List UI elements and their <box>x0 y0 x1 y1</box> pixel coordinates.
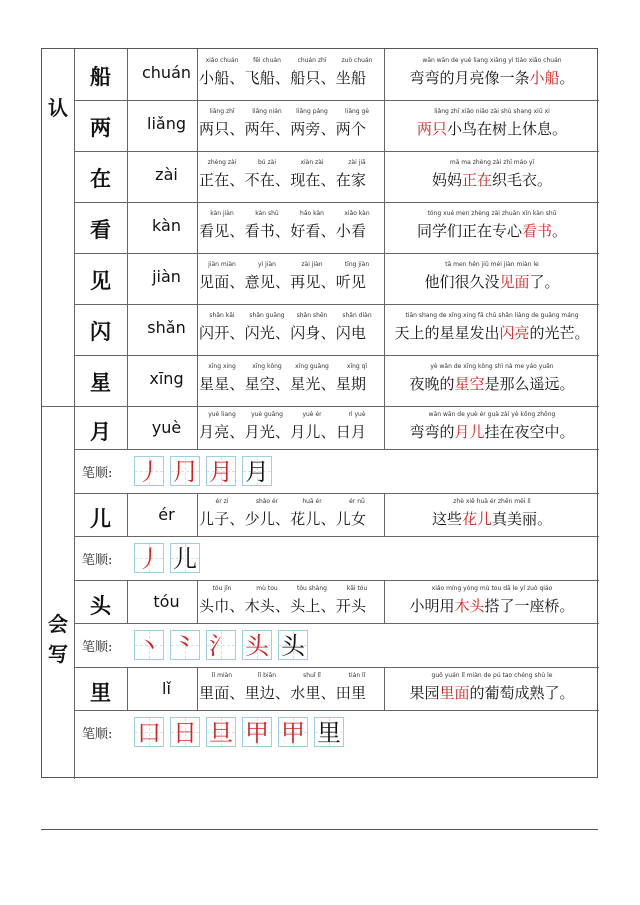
stroke-order-label: 笔顺: <box>82 727 113 742</box>
word-pinyin: tián lǐ <box>348 672 366 679</box>
stroke-grid <box>242 456 272 486</box>
sentence-part: 是那么遥远。 <box>484 375 575 393</box>
sentence-part: 了。 <box>529 273 560 291</box>
word-pinyin: yuè ér <box>302 411 322 418</box>
word-pinyin: xiǎo chuán <box>205 57 239 64</box>
stroke-grid <box>242 630 272 660</box>
word-pinyin: yì jiàn <box>258 261 276 268</box>
example-sentence <box>387 585 597 625</box>
word-list <box>199 210 382 250</box>
stroke-step: 丶 <box>137 632 161 660</box>
example-sentence <box>387 498 597 538</box>
character: 儿 <box>90 506 111 531</box>
word-pinyin: tóu jīn <box>212 585 232 592</box>
row-divider <box>74 580 599 581</box>
character-pinyin: zài <box>155 165 178 184</box>
word-list <box>199 672 382 712</box>
word-text: 两只、两年、两旁、两个 <box>199 120 367 138</box>
word-text: 里面、里边、水里、田里 <box>199 684 367 702</box>
sentence-pinyin: mā ma zhèng zài zhī máo yī <box>449 159 535 166</box>
column-divider <box>384 49 385 406</box>
sentence-part: 。 <box>559 69 575 87</box>
stroke-grid <box>242 717 272 747</box>
sentence-part: 挂在夜空中。 <box>484 423 575 441</box>
word-pinyin: lǐ miàn <box>211 672 233 679</box>
stroke-step: ⺡ <box>209 632 233 660</box>
word-pinyin: xīng xing <box>208 363 236 370</box>
character-pinyin: shǎn <box>147 318 186 337</box>
word-pinyin: zhèng zài <box>207 159 237 166</box>
column-divider <box>197 493 198 536</box>
sentence-pinyin: tā men hěn jiǔ méi jiàn miàn le <box>445 261 539 268</box>
row-divider <box>74 449 599 450</box>
row-divider <box>74 100 599 101</box>
sentence-highlight: 木头 <box>454 597 485 615</box>
stroke-grid <box>134 717 164 747</box>
sentence-pinyin: liǎng zhī xiǎo niǎo zài shù shang xiū xi <box>434 108 550 115</box>
word-list <box>199 312 382 352</box>
word-list <box>199 498 382 538</box>
character: 月 <box>90 419 111 444</box>
sentence-part: 果园 <box>409 684 440 702</box>
sentence-part: 弯弯的 <box>409 423 455 441</box>
stroke-step: 里 <box>317 719 341 747</box>
row-divider <box>74 304 599 305</box>
section-write-char: 会 <box>48 612 68 636</box>
word-pinyin: kāi tóu <box>346 585 368 592</box>
character: 两 <box>90 115 111 140</box>
word-pinyin: fēi chuán <box>253 57 281 64</box>
word-text: 儿子、少儿、花儿、儿女 <box>199 510 367 528</box>
stroke-grid <box>206 717 236 747</box>
stroke-order-label: 笔顺: <box>82 640 113 655</box>
word-pinyin: zài jiā <box>348 159 366 166</box>
sentence-text <box>387 271 597 292</box>
character: 头 <box>90 593 111 618</box>
example-sentence <box>387 363 597 403</box>
word-text: 头巾、木头、头上、开头 <box>199 597 367 615</box>
character-pinyin: jiàn <box>152 267 181 286</box>
sentence-part: 夜晚的 <box>409 375 455 393</box>
sentence-part: 真美丽。 <box>492 510 553 528</box>
column-divider <box>127 580 128 623</box>
example-sentence <box>387 261 597 301</box>
stroke-step: 甲 <box>245 719 269 747</box>
stroke-step: 月 <box>209 458 233 486</box>
word-text: 月亮、月光、月儿、日月 <box>199 423 367 441</box>
sentence-highlight: 正在 <box>461 171 492 189</box>
character-pinyin: lǐ <box>162 679 171 698</box>
sentence-text <box>387 421 597 442</box>
word-pinyin: yuè liang <box>208 411 236 418</box>
row-divider <box>74 253 599 254</box>
character-pinyin: xīng <box>149 369 184 388</box>
stroke-grid <box>278 630 308 660</box>
sentence-text <box>387 169 597 190</box>
character: 见 <box>90 268 111 293</box>
word-pinyin: zài jiàn <box>301 261 323 268</box>
column-divider <box>74 49 75 779</box>
column-divider <box>384 667 385 710</box>
sentence-text <box>387 595 597 616</box>
word-pinyin: liǎng zhī <box>209 108 235 115</box>
character: 里 <box>90 680 111 705</box>
character-pinyin: tóu <box>153 592 180 611</box>
row-divider <box>74 623 599 624</box>
sentence-highlight: 花儿 <box>461 510 492 528</box>
example-sentence <box>387 210 597 250</box>
sentence-pinyin: guǒ yuán lǐ miàn de pú tao chéng shú le <box>431 672 553 679</box>
word-pinyin: huā ér <box>302 498 322 505</box>
sentence-text <box>387 373 597 394</box>
example-sentence <box>387 159 597 199</box>
character: 在 <box>90 166 111 191</box>
word-list <box>199 261 382 301</box>
word-pinyin: zuò chuán <box>341 57 373 64</box>
character-pinyin: chuán <box>141 63 192 82</box>
word-pinyin: tóu shàng <box>297 585 327 592</box>
word-pinyin: xīng kōng <box>252 363 282 370</box>
section-write <box>42 609 74 669</box>
stroke-step: 旦 <box>209 719 233 747</box>
section-write-char: 写 <box>48 642 68 666</box>
section-recognize: 认 <box>48 96 68 120</box>
footer-divider <box>41 829 598 830</box>
stroke-step: ⺀ <box>173 632 197 660</box>
stroke-step: ⺆ <box>173 458 197 486</box>
sentence-highlight: 闪亮 <box>499 324 530 342</box>
sentence-text <box>387 118 597 139</box>
word-list <box>199 159 382 199</box>
row-divider <box>74 667 599 668</box>
sentence-highlight: 里面 <box>439 684 470 702</box>
sentence-part: 他们很久没 <box>424 273 500 291</box>
row-divider <box>74 355 599 356</box>
stroke-grid <box>170 717 200 747</box>
word-pinyin: shǎn guāng <box>249 312 285 319</box>
column-divider <box>197 667 198 710</box>
word-pinyin: xīng guāng <box>295 363 329 370</box>
stroke-grid <box>134 456 164 486</box>
row-divider <box>74 536 599 537</box>
sentence-part: 的光芒。 <box>529 324 590 342</box>
stroke-step: 口 <box>137 719 161 747</box>
sentence-highlight: 看书 <box>521 222 552 240</box>
stroke-grid <box>134 630 164 660</box>
word-pinyin: kàn shū <box>255 210 279 217</box>
column-divider <box>197 580 198 623</box>
stroke-step: 月 <box>245 458 269 486</box>
example-sentence <box>387 57 597 97</box>
character-pinyin: ér <box>158 505 175 524</box>
word-list <box>199 363 382 403</box>
word-pinyin: xīng qī <box>346 363 368 370</box>
row-divider <box>74 151 599 152</box>
stroke-step: 甲 <box>281 719 305 747</box>
row-divider <box>74 202 599 203</box>
word-text: 星星、星空、星光、星期 <box>199 375 367 393</box>
character-table <box>41 48 598 778</box>
word-pinyin: lǐ biān <box>257 672 277 679</box>
word-pinyin: yuè guāng <box>251 411 283 418</box>
word-text: 见面、意见、再见、听见 <box>199 273 367 291</box>
stroke-grid <box>170 630 200 660</box>
stroke-grid <box>134 543 164 573</box>
word-pinyin: xiàn zài <box>300 159 324 166</box>
sentence-highlight: 月儿 <box>454 423 485 441</box>
column-divider <box>127 493 128 536</box>
example-sentence <box>387 312 597 352</box>
stroke-order-label: 笔顺: <box>82 553 113 568</box>
word-pinyin: ér nǚ <box>349 498 365 505</box>
example-sentence <box>387 108 597 148</box>
word-list <box>199 585 382 625</box>
example-sentence <box>387 672 597 712</box>
word-pinyin: shǎn kāi <box>209 312 235 319</box>
stroke-step: 头 <box>281 632 305 660</box>
stroke-step: 日 <box>173 719 197 747</box>
sentence-part: 的葡萄成熟了。 <box>469 684 575 702</box>
character-pinyin: kàn <box>152 216 181 235</box>
column-divider <box>197 49 198 406</box>
word-text: 正在、不在、现在、在家 <box>199 171 367 189</box>
character: 看 <box>90 217 111 242</box>
sentence-highlight: 小船 <box>529 69 560 87</box>
sentence-pinyin: xiǎo míng yòng mù tou dā le yí zuò qiáo <box>431 585 553 592</box>
sentence-part: 。 <box>552 222 568 240</box>
word-pinyin: xiǎo kàn <box>344 210 370 217</box>
row-divider <box>42 406 599 407</box>
word-pinyin: chuán zhī <box>297 57 327 64</box>
word-pinyin: tīng jiàn <box>344 261 370 268</box>
word-list <box>199 108 382 148</box>
stroke-grid <box>206 456 236 486</box>
column-divider <box>127 49 128 406</box>
row-divider <box>74 493 599 494</box>
sentence-text <box>387 67 597 88</box>
word-pinyin: mù tou <box>256 585 278 592</box>
word-pinyin: liǎng nián <box>252 108 282 115</box>
word-pinyin: liǎng gè <box>344 108 370 115</box>
sentence-part: 这些 <box>431 510 462 528</box>
word-pinyin: jiàn miàn <box>208 261 236 268</box>
stroke-grid <box>170 456 200 486</box>
stroke-grid <box>170 543 200 573</box>
stroke-step: 丿 <box>137 545 161 573</box>
word-pinyin: hǎo kàn <box>300 210 324 217</box>
character-pinyin: yuè <box>151 418 182 437</box>
word-pinyin: rì yuè <box>348 411 366 418</box>
stroke-step: 丿 <box>137 458 161 486</box>
word-pinyin: shuǐ lǐ <box>303 672 321 679</box>
stroke-grid <box>314 717 344 747</box>
sentence-text <box>387 682 597 703</box>
sentence-part: 小明用 <box>409 597 455 615</box>
word-pinyin: kàn jiàn <box>210 210 234 217</box>
character: 星 <box>90 370 111 395</box>
sentence-highlight: 两只 <box>416 120 447 138</box>
column-divider <box>384 406 385 449</box>
word-pinyin: bú zài <box>257 159 276 166</box>
sentence-text <box>387 220 597 241</box>
stroke-grid <box>278 717 308 747</box>
example-sentence <box>387 411 597 451</box>
sentence-pinyin: tóng xué men zhèng zài zhuān xīn kàn shū <box>427 210 557 217</box>
word-text: 小船、飞船、船只、坐船 <box>199 69 367 87</box>
stroke-step: 儿 <box>173 545 197 573</box>
sentence-highlight: 见面 <box>499 273 530 291</box>
row-divider <box>74 710 599 711</box>
sentence-part: 同学们正在专心 <box>416 222 522 240</box>
word-pinyin: shǎn diàn <box>342 312 372 319</box>
sentence-part: 织毛衣。 <box>492 171 553 189</box>
column-divider <box>384 580 385 623</box>
sentence-pinyin: wān wān de yuè liang xiàng yì tiáo xiǎo chuán <box>422 57 562 64</box>
stroke-step: 头 <box>245 632 269 660</box>
word-text: 看见、看书、好看、小看 <box>199 222 367 240</box>
sentence-highlight: 星空 <box>454 375 485 393</box>
sentence-part: 搭了一座桥。 <box>484 597 575 615</box>
character: 船 <box>90 64 111 89</box>
sentence-part: 弯弯的月亮像一条 <box>409 69 530 87</box>
word-pinyin: shǎo ér <box>255 498 279 505</box>
sentence-pinyin: zhè xiē huā ér zhēn měi lì <box>453 498 531 505</box>
sentence-pinyin: yè wǎn de xīng kōng shì nà me yáo yuǎn <box>430 363 554 370</box>
column-divider <box>127 406 128 449</box>
column-divider <box>127 667 128 710</box>
stroke-grid <box>206 630 236 660</box>
sentence-pinyin: tiān shang de xīng xing fā chū shǎn liàng de guāng máng <box>405 312 579 319</box>
character: 闪 <box>90 319 111 344</box>
stroke-order-label: 笔顺: <box>82 466 113 481</box>
word-pinyin: shǎn shēn <box>296 312 328 319</box>
word-pinyin: ér zi <box>215 498 229 505</box>
sentence-part: 小鸟在树上休息。 <box>447 120 568 138</box>
column-divider <box>197 406 198 449</box>
sentence-part: 妈妈 <box>431 171 462 189</box>
sentence-text <box>387 322 597 343</box>
word-pinyin: liǎng páng <box>296 108 328 115</box>
sentence-pinyin: wān wān de yuè ér guà zài yè kōng zhōng <box>428 411 556 418</box>
sentence-text <box>387 508 597 529</box>
sentence-part: 天上的星星发出 <box>394 324 500 342</box>
word-text: 闪开、闪光、闪身、闪电 <box>199 324 367 342</box>
word-list <box>199 411 382 451</box>
column-divider <box>384 493 385 536</box>
character-pinyin: liǎng <box>147 114 186 133</box>
word-list <box>199 57 382 97</box>
